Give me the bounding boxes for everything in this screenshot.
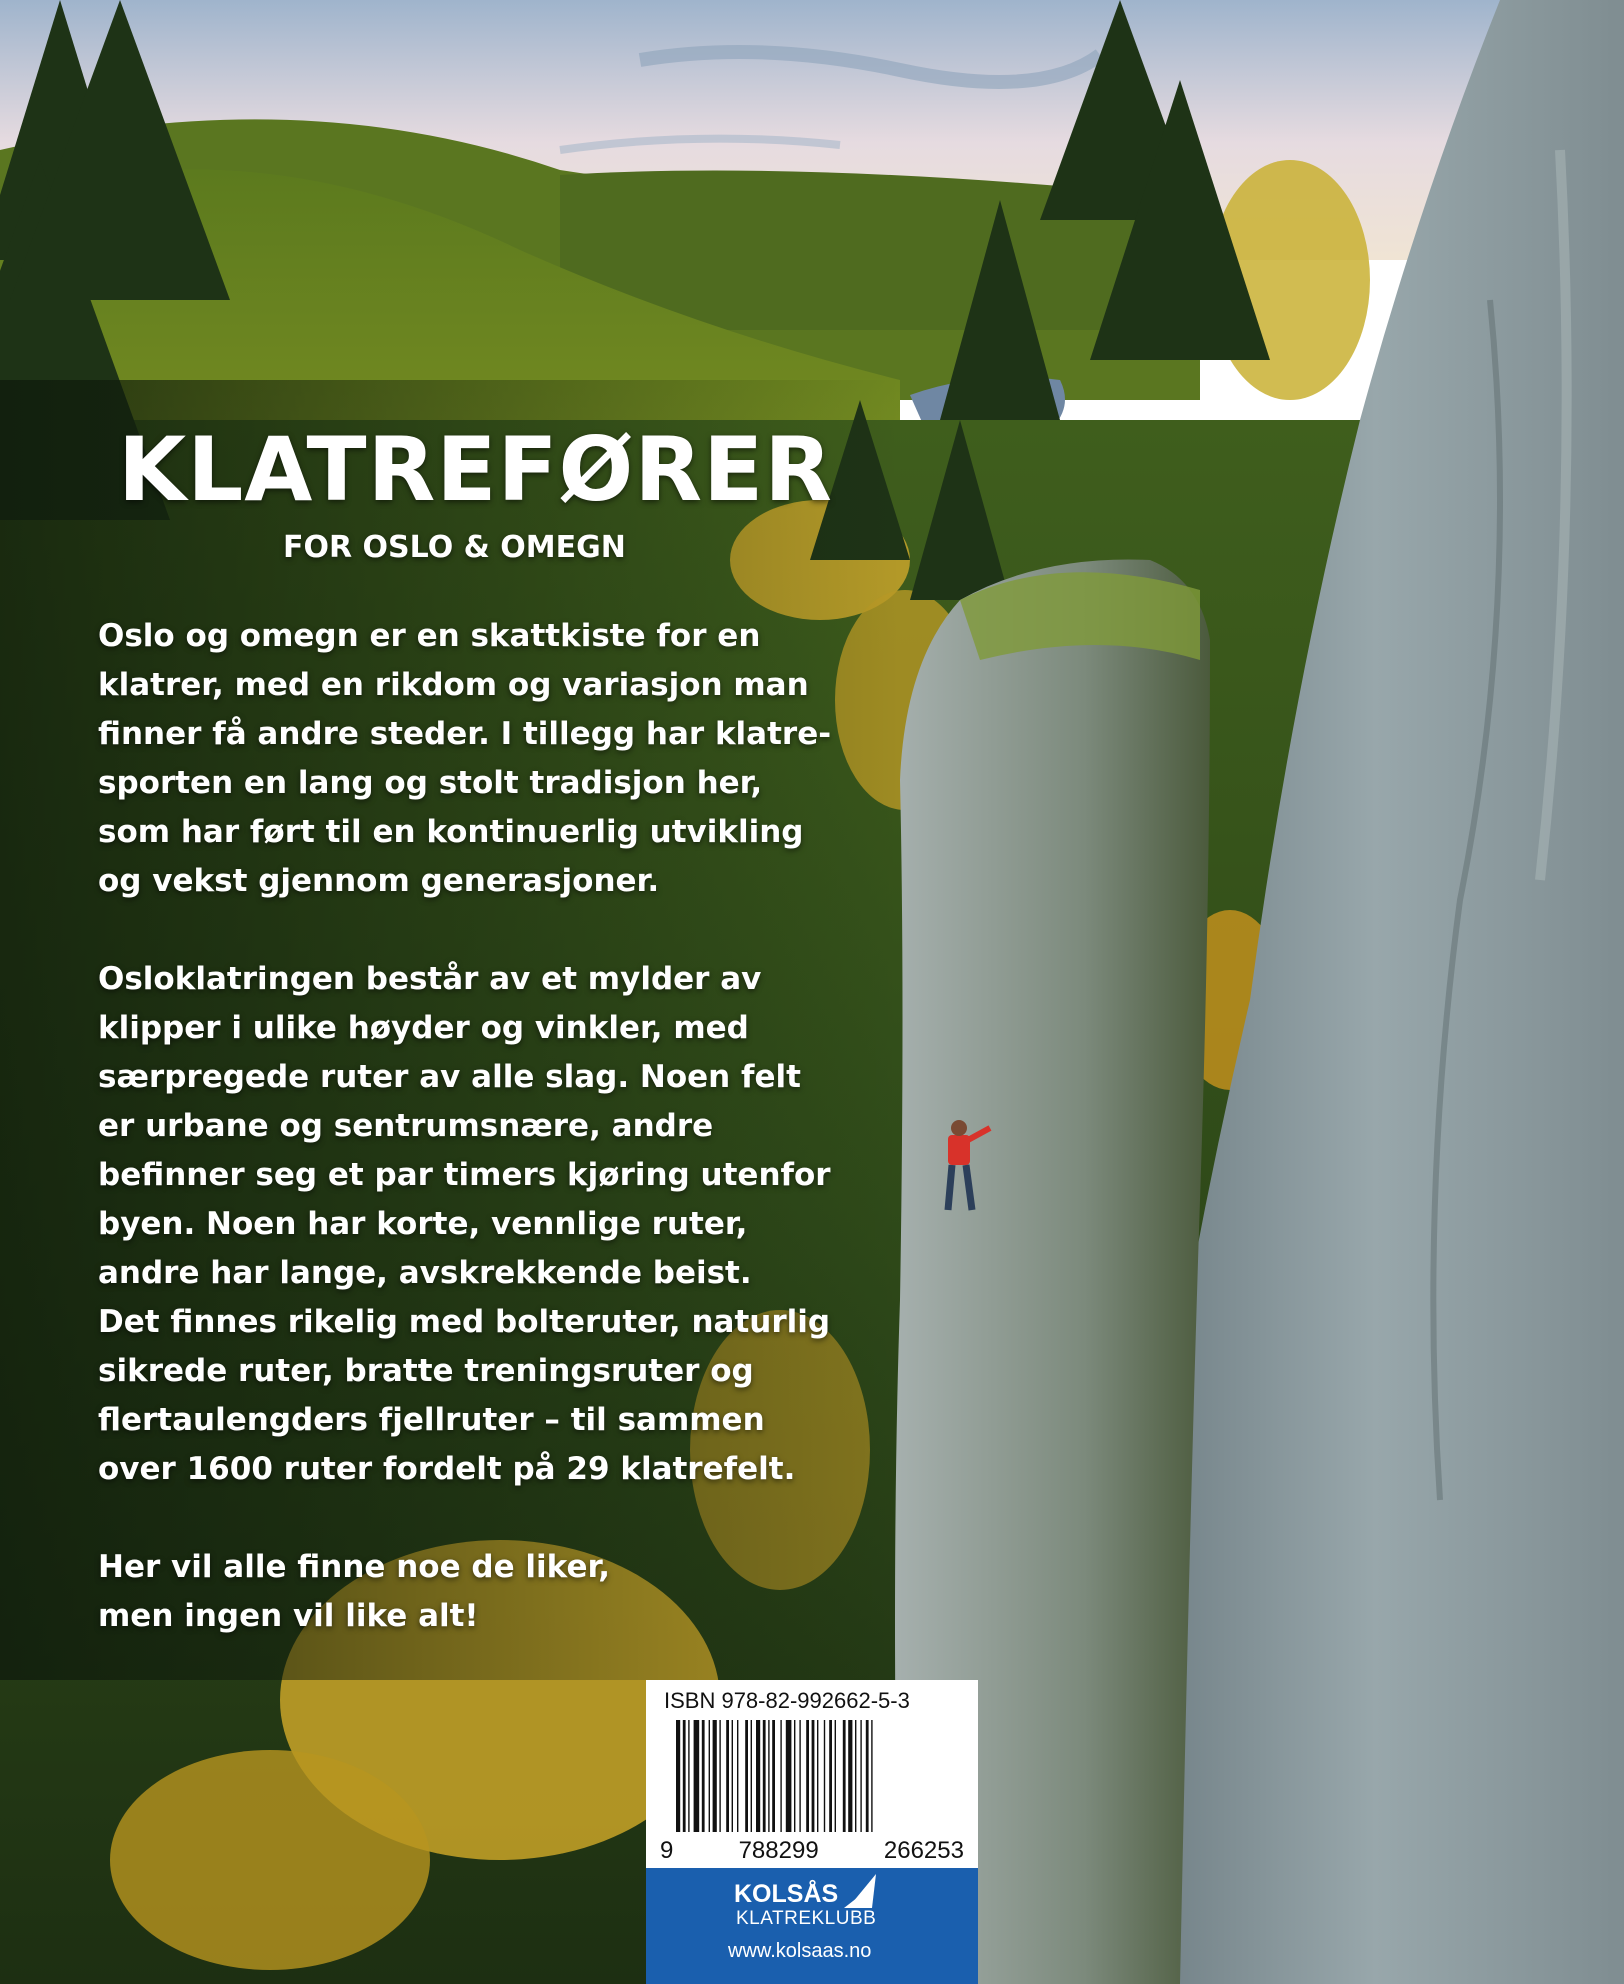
club-subtitle: KLATREKLUBB bbox=[736, 1908, 877, 1929]
barcode-icon bbox=[676, 1720, 948, 1836]
barcode-panel bbox=[646, 1680, 978, 1984]
barcode-bar bbox=[745, 1720, 748, 1836]
barcode-digits bbox=[660, 1837, 964, 1865]
barcode-bar bbox=[799, 1720, 800, 1836]
text-line: og vekst gjennom generasjoner. bbox=[98, 863, 660, 899]
closing-paragraph bbox=[98, 1543, 610, 1641]
barcode-bar bbox=[835, 1720, 836, 1836]
barcode-bar bbox=[688, 1720, 689, 1836]
text-line: Oslo og omegn er en skattkiste for en bbox=[98, 618, 761, 654]
text-line: byen. Noen har korte, vennlige ruter, bbox=[98, 1206, 748, 1242]
barcode-bar bbox=[732, 1720, 733, 1836]
barcode-bar bbox=[848, 1720, 852, 1836]
barcode-bar bbox=[855, 1720, 856, 1836]
isbn-area bbox=[646, 1680, 978, 1838]
cover-subtitle: FOR OSLO & OMEGN bbox=[283, 530, 626, 565]
text-line: men ingen vil like alt! bbox=[98, 1598, 479, 1634]
text-line: sporten en lang og stolt tradisjon her, bbox=[98, 765, 763, 801]
barcode-bar bbox=[768, 1720, 769, 1836]
barcode-bar bbox=[726, 1720, 729, 1836]
barcode-bar bbox=[756, 1720, 760, 1836]
barcode-bar bbox=[763, 1720, 766, 1836]
text-line: Osloklatringen består av et mylder av bbox=[98, 961, 762, 997]
club-logo bbox=[646, 1868, 978, 1984]
barcode-bar bbox=[780, 1720, 781, 1836]
club-name: KOLSÅS bbox=[734, 1880, 839, 1908]
text-line: klipper i ulike høyder og vinkler, med bbox=[98, 1010, 749, 1046]
barcode-bar bbox=[713, 1720, 717, 1836]
barcode-digit-group: 9 bbox=[660, 1837, 674, 1864]
barcode-bar bbox=[817, 1720, 818, 1836]
barcode-bar bbox=[702, 1720, 705, 1836]
barcode-bar bbox=[794, 1720, 795, 1836]
barcode-bar bbox=[824, 1720, 825, 1836]
text-line: befinner seg et par timers kjøring utenfor bbox=[98, 1157, 831, 1193]
text-line: flertaulengders fjellruter – til sammen bbox=[98, 1402, 765, 1438]
barcode-digit-group: 788299 bbox=[738, 1837, 819, 1864]
barcode-bar bbox=[871, 1720, 872, 1836]
text-line: over 1600 ruter fordelt på 29 klatrefelt. bbox=[98, 1451, 796, 1487]
barcode-bar bbox=[812, 1720, 815, 1836]
isbn-label: ISBN 978-82-992662-5-3 bbox=[664, 1688, 910, 1713]
sail-icon bbox=[842, 1872, 882, 1910]
barcode-bar bbox=[806, 1720, 809, 1836]
barcode-bar bbox=[786, 1720, 792, 1836]
text-line: er urbane og sentrumsnære, andre bbox=[98, 1108, 714, 1144]
text-line: som har ført til en kontinuerlig utvikling bbox=[98, 814, 804, 850]
barcode-bar bbox=[772, 1720, 775, 1836]
barcode-bar bbox=[860, 1720, 861, 1836]
text-line: finner få andre steder. I tillegg har klatre- bbox=[98, 716, 832, 752]
text-line: særpregede ruter av alle slag. Noen felt bbox=[98, 1059, 801, 1095]
club-url: www.kolsaas.no bbox=[728, 1940, 872, 1962]
barcode-bar bbox=[843, 1720, 846, 1836]
cover-title: KLATREFØRER bbox=[118, 418, 833, 521]
intro-paragraph bbox=[98, 612, 831, 906]
text-line: klatrer, med en rikdom og variasjon man bbox=[98, 667, 809, 703]
text-line: andre har lange, avskrekkende beist. bbox=[98, 1255, 752, 1291]
barcode-bar bbox=[676, 1720, 680, 1836]
barcode-bar bbox=[719, 1720, 720, 1836]
barcode-bar bbox=[683, 1720, 686, 1836]
barcode-bar bbox=[866, 1720, 869, 1836]
barcode-bar bbox=[694, 1720, 700, 1836]
barcode-bar bbox=[737, 1720, 738, 1836]
text-line: Det finnes rikelig med bolteruter, naturlig bbox=[98, 1304, 831, 1340]
description-paragraph bbox=[98, 955, 831, 1494]
barcode-digit-group: 266253 bbox=[883, 1837, 964, 1864]
text-line: sikrede ruter, bratte treningsruter og bbox=[98, 1353, 754, 1389]
barcode-bar bbox=[829, 1720, 832, 1836]
barcode-bar bbox=[709, 1720, 710, 1836]
barcode-bar bbox=[751, 1720, 752, 1836]
text-line: Her vil alle finne noe de liker, bbox=[98, 1549, 610, 1585]
